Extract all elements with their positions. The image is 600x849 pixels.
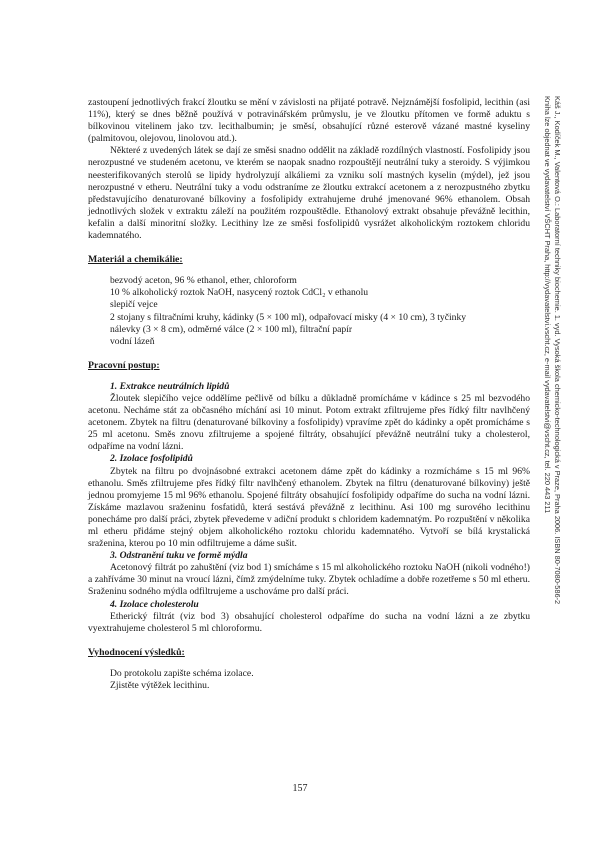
intro-paragraph-2: Některé z uvedených látek se dají ze směsi snadno oddělit na základě rozdílných vlastností. Fosfolipidy jsou nerozpustné ve studeném acetonu, ve kterém se naopak snadno rozpouštějí neutrální tuky a steroidy. S výjimkou neesterifikovaných sterolů se lipidy hydrolyzují alkáliemi za vzniku solí mastných kyselin (mýdel), jež jsou nerozpustné v etheru. Neutrální tuky a vodu odstraníme ze žloutku extrakcí acetonem a z nerozpustného zbytku představujícího denaturované bílkoviny a fosfolipidy extrahujeme druhé jmenované 96% ethanolem. Obsah jednotlivých složek v extraktu záleží na použitém rozpouštědle. Ethanolový extrakt obsahuje převážně lecithin, kefalin a další minoritní složky. Lecithiny lze ze směsi fosfolipidů vysrážet alkoholickým roztokem chloridu kademnatého. xyxy=(88,145,530,242)
procedure-heading: Pracovní postup: xyxy=(88,359,160,371)
side-citation xyxy=(542,96,562,746)
materials-item: vodní lázeň xyxy=(110,335,155,347)
step-3-title: 3. Odstranění tuku ve formě mýdla xyxy=(110,550,248,562)
intro-paragraph-1: zastoupení jednotlivých frakcí žloutku se mění v závislosti na přijaté potravě. Nejznámější fosfolipid, lecithin (asi 11%), který se dnes běžně používá v potravinářském průmyslu, je ve žloutku přítomen ve formě aduktu s bílkovinou vitelinem jako tzv. lecithalbumin; je směsí, obsahující různé esterově vázané mastné kyseliny (palmitovou, olejovou, linolovou atd.). xyxy=(88,97,530,145)
citation-line-1: Káš J., Kodíček M., Valentová O.: Laboratorní techniky biochemie. 1. vyd. Vysoká škola chemicko-technologická v Praze, Praha 2006. ISBN 80-7080-586-2 xyxy=(553,96,562,605)
step-2-title: 2. Izolace fosfolipidů xyxy=(110,453,193,465)
step-1-title: 1. Extrakce neutrálních lipidů xyxy=(110,380,230,392)
materials-item: 2 stojany s filtračními kruhy, kádinky (5 × 100 ml), odpařovací misky (4 × 10 cm), 3 tyčinky xyxy=(110,311,467,323)
materials-item: nálevky (3 × 8 cm), odměrné válce (2 × 100 ml), filtrační papír xyxy=(110,323,353,335)
page-number: 157 xyxy=(292,783,308,794)
step-4-text: Etherický filtrát (viz bod 3) obsahující cholesterol odpaříme do sucha na vodní lázni a ze zbytku vyextrahujeme cholesterol 5 ml chloroformu. xyxy=(88,610,530,634)
evaluation-item: Do protokolu zapište schéma izolace. xyxy=(110,667,254,679)
evaluation-list xyxy=(110,668,530,692)
evaluation-heading: Vyhodnocení výsledků: xyxy=(88,646,185,658)
materials-item: 10 % alkoholický roztok NaOH, nasycený roztok CdCl₂ v ethanolu xyxy=(110,287,369,299)
materials-item: slepičí vejce xyxy=(110,299,158,311)
materials-item: bezvodý aceton, 96 % ethanol, ether, chloroform xyxy=(110,275,297,287)
materials-list xyxy=(110,275,530,348)
materials-heading: Materiál a chemikálie: xyxy=(88,254,183,266)
step-2-text: Zbytek na filtru po dvojnásobné extrakci acetonem dáme zpět do kádinky a rozmícháme s 15 ml 96% ethanolu. Směs zfiltrujeme přes řídký filtr navlhčený ethanolem. Zbytek na filtru (denaturované bílkoviny) ještě jednou promyjeme 15 ml 96% ethanolu. Spojené filtráty obsahující fosfolipidy odpaříme do sucha na vodní lázni. Získáme mazlavou sraženinu fosfatidů, která sestává převážně z lecithinu. Asi 100 mg surového lecithinu ponecháme pro další práci, zbytek převedeme v adiční produkt s chloridem kademnatým. Po rozpuštění v několika ml etheru přidáme stejný objem alkoholického roztoku chloridu kademnatého. Vytvoří se bílá krystalická sraženina, kterou po 10 min odfiltrujeme a dáme sušit. xyxy=(88,465,530,550)
citation-line-2: Kniha lze objednat ve vydavatelství VŠCHT Praha, http://vydavatelstvi.vscht.cz, e-mail vydavatelstvi@vscht.cz, tel. 220 443 211 xyxy=(543,96,552,514)
step-3-text: Acetonový filtrát po zahuštění (viz bod 1) smícháme s 15 ml alkoholického roztoku NaOH (nikoli vodného!) a zahříváme 30 minut na vroucí lázni, čímž zmýdelníme tuky. Zbytek ochladíme a dobře rozetřeme s 50 ml etheru. Sraženinu sodného mýdla odfiltrujeme a uschováme pro další práci. xyxy=(88,562,530,598)
evaluation-item: Zjistěte výtěžek lecithinu. xyxy=(110,680,210,692)
step-1-text: Žloutek slepičího vejce oddělíme pečlivě od bílku a důkladně promícháme v kádince s 25 ml bezvodého acetonu. Necháme stát za občasného míchání asi 10 minut. Potom extrakt zfiltrujeme přes řídký filtr navlhčený acetonem. Zbytek na filtru (denaturované bílkoviny a fosfolipidy) vpravíme zpět do kádinky a opět promícháme s 25 ml acetonu. Směs znovu zfiltrujeme a spojené filtráty, obsahující převážně neutrální tuky a cholesterol, odpaříme na vodní lázni. xyxy=(88,392,530,453)
page-body xyxy=(88,97,530,692)
step-4-title: 4. Izolace cholesterolu xyxy=(110,598,199,610)
